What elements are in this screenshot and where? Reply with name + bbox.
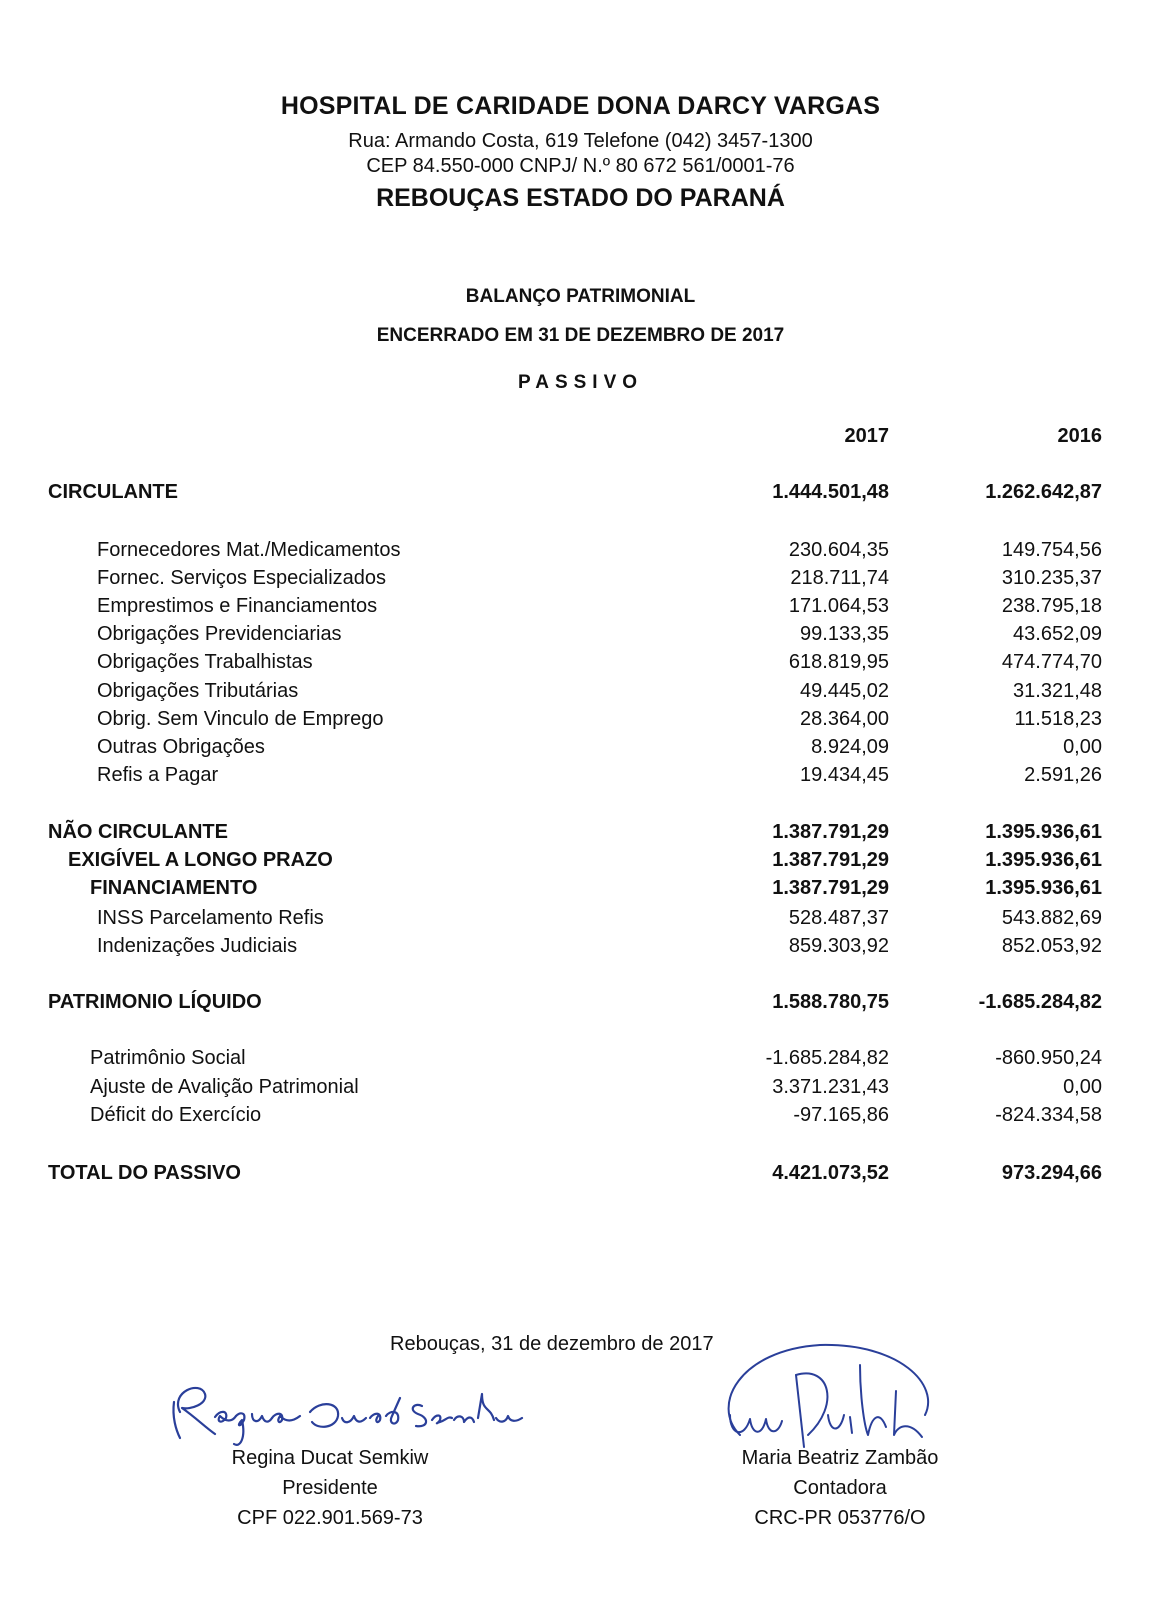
table-row (0, 595, 1161, 623)
row-value-2017: 1.387.791,29 (772, 877, 889, 899)
signer-right-role: Contadora (793, 1477, 887, 1499)
row-label: Emprestimos e Financiamentos (97, 595, 378, 617)
section-title: PASSIVO (517, 372, 644, 393)
city-state: REBOUÇAS ESTADO DO PARANÁ (376, 184, 785, 212)
signer-right-name: Maria Beatriz Zambão (741, 1447, 939, 1469)
row-value-2016: 149.754,56 (1001, 539, 1102, 561)
row-label: Obrig. Sem Vinculo de Emprego (97, 708, 384, 730)
row-value-2017: 99.133,35 (800, 623, 889, 645)
table-row (0, 623, 1161, 651)
row-value-2016: 1.262.642,87 (985, 481, 1102, 503)
row-value-2016: 543.882,69 (1001, 907, 1102, 929)
row-value-2017: 230.604,35 (788, 539, 889, 561)
row-value-2017: -97.165,86 (793, 1104, 889, 1126)
row-value-2017: 1.444.501,48 (772, 481, 889, 503)
row-label: INSS Parcelamento Refis (97, 907, 324, 929)
row-label: Indenizações Judiciais (97, 935, 298, 957)
row-label: EXIGÍVEL A LONGO PRAZO (68, 849, 333, 871)
row-value-2016: 0,00 (1063, 1076, 1102, 1098)
row-value-2016: 238.795,18 (1001, 595, 1102, 617)
row-value-2017: 3.371.231,43 (772, 1076, 889, 1098)
row-label: Patrimônio Social (90, 1047, 246, 1069)
row-label: Obrigações Previdenciarias (97, 623, 342, 645)
table-row (0, 539, 1161, 567)
table-row-circulante (0, 481, 1161, 509)
row-value-2016: 310.235,37 (1001, 567, 1102, 589)
signer-left-cpf: CPF 022.901.569-73 (237, 1507, 423, 1529)
row-value-2017: 49.445,02 (800, 680, 889, 702)
signer-right (690, 1443, 990, 1533)
row-value-2016: 1.395.936,61 (985, 877, 1102, 899)
row-value-2017: 8.924,09 (811, 736, 889, 758)
row-label: Déficit do Exercício (90, 1104, 262, 1126)
row-value-2016: 973.294,66 (1001, 1162, 1102, 1184)
signer-left (200, 1443, 460, 1533)
row-value-2017: 218.711,74 (790, 567, 889, 589)
table-row-financiamento (0, 877, 1161, 905)
row-label: Obrigações Tributárias (97, 680, 299, 702)
row-value-2016: 852.053,92 (1001, 935, 1102, 957)
row-label: Obrigações Trabalhistas (97, 651, 313, 673)
document-title: BALANÇO PATRIMONIAL (465, 286, 696, 307)
row-value-2017: 618.819,95 (788, 651, 889, 673)
row-value-2016: 0,00 (1063, 736, 1102, 758)
signature-right (700, 1335, 960, 1455)
hospital-name: HOSPITAL DE CARIDADE DONA DARCY VARGAS (280, 92, 881, 120)
place-date: Rebouças, 31 de dezembro de 2017 (390, 1333, 714, 1355)
signer-right-crc: CRC-PR 053776/O (754, 1507, 926, 1529)
row-label: Outras Obrigações (97, 736, 265, 758)
row-value-2016: 31.321,48 (1013, 680, 1102, 702)
table-row (0, 567, 1161, 595)
row-label: NÃO CIRCULANTE (48, 821, 228, 843)
row-value-2016: 474.774,70 (1001, 651, 1102, 673)
row-label: PATRIMONIO LÍQUIDO (48, 991, 262, 1013)
table-row-patrimonio-liquido (0, 991, 1161, 1019)
row-value-2017: 859.303,92 (788, 935, 889, 957)
table-row (0, 680, 1161, 708)
address-line-2: CEP 84.550-000 CNPJ/ N.º 80 672 561/0001-76 (366, 155, 795, 177)
signer-left-name: Regina Ducat Semkiw (231, 1447, 429, 1469)
row-value-2017: 1.588.780,75 (772, 991, 889, 1013)
table-row (0, 708, 1161, 736)
table-row (0, 1076, 1161, 1104)
row-value-2016: -860.950,24 (995, 1047, 1102, 1069)
row-value-2017: -1.685.284,82 (765, 1047, 889, 1069)
table-row (0, 651, 1161, 679)
table-row (0, 907, 1161, 935)
row-value-2016: 2.591,26 (1024, 764, 1102, 786)
row-value-2017: 1.387.791,29 (772, 821, 889, 843)
row-label: FINANCIAMENTO (90, 877, 258, 899)
row-label: Fornecedores Mat./Medicamentos (97, 539, 401, 561)
column-header-2016: 2016 (1057, 425, 1102, 447)
row-value-2016: 1.395.936,61 (985, 821, 1102, 843)
row-value-2017: 19.434,45 (800, 764, 889, 786)
row-value-2017: 28.364,00 (800, 708, 889, 730)
table-row (0, 736, 1161, 764)
table-row-exigivel (0, 849, 1161, 877)
row-value-2017: 4.421.073,52 (772, 1162, 889, 1184)
column-header-2017: 2017 (844, 425, 889, 447)
row-label: CIRCULANTE (48, 481, 178, 503)
table-row-total-passivo (0, 1162, 1161, 1190)
table-row (0, 1104, 1161, 1132)
row-value-2016: 11.518,23 (1014, 708, 1102, 730)
row-value-2016: 1.395.936,61 (985, 849, 1102, 871)
closing-date-title: ENCERRADO EM 31 DE DEZEMBRO DE 2017 (376, 325, 785, 346)
table-row-nao-circulante (0, 821, 1161, 849)
row-label: TOTAL DO PASSIVO (48, 1162, 241, 1184)
row-value-2016: -1.685.284,82 (978, 991, 1102, 1013)
signature-left (160, 1372, 580, 1452)
column-headers (0, 425, 1161, 453)
row-label: Ajuste de Avalição Patrimonial (90, 1076, 359, 1098)
table-row (0, 1047, 1161, 1075)
row-label: Fornec. Serviços Especializados (97, 567, 387, 589)
row-value-2017: 528.487,37 (788, 907, 889, 929)
row-value-2017: 171.064,53 (788, 595, 889, 617)
table-row (0, 764, 1161, 792)
address-line-1: Rua: Armando Costa, 619 Telefone (042) 3457-1300 (348, 130, 813, 152)
row-value-2016: -824.334,58 (995, 1104, 1102, 1126)
row-label: Refis a Pagar (97, 764, 219, 786)
table-row (0, 935, 1161, 963)
row-value-2017: 1.387.791,29 (772, 849, 889, 871)
signer-left-role: Presidente (282, 1477, 378, 1499)
row-value-2016: 43.652,09 (1013, 623, 1102, 645)
